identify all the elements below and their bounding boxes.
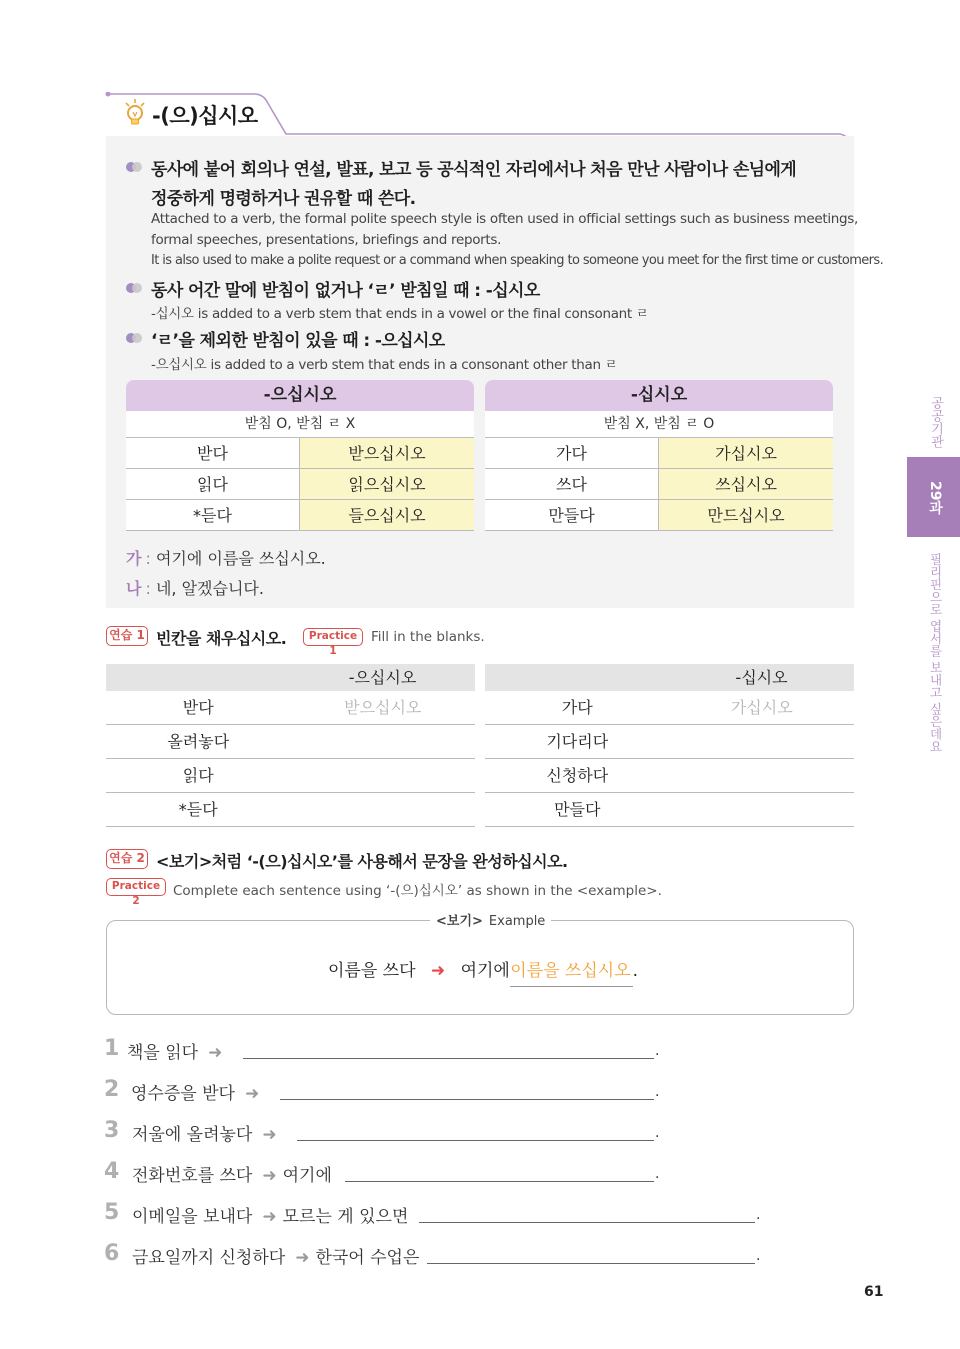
table-row	[126, 438, 474, 469]
exercise-number: 1	[104, 1036, 120, 1061]
example-sentence	[328, 956, 638, 981]
arrow-right-icon: ➜	[262, 1207, 277, 1227]
period: .	[655, 1084, 660, 1100]
page-number: 61	[864, 1284, 884, 1300]
answer-blank[interactable]	[280, 1099, 654, 1100]
side-tab-active[interactable]	[907, 457, 960, 537]
conjugated-cell: 들으십시오	[300, 500, 474, 530]
explanation-3-kor: ‘ㄹ’을 제외한 받침이 있을 때 : -으십시오	[151, 331, 445, 351]
answer-cell[interactable]	[670, 759, 855, 792]
answer-blank[interactable]	[427, 1263, 755, 1264]
bullet-icon	[126, 333, 144, 343]
prompt-text: 영수증을 받다	[131, 1084, 235, 1104]
period: .	[655, 1125, 660, 1141]
dialogue-text: 여기에 이름을 쓰십시오.	[155, 549, 326, 568]
verb-cell: 만들다	[554, 800, 601, 819]
verb-cell: 기다리다	[546, 732, 609, 751]
example-prefix: 여기에	[460, 961, 510, 981]
conjugated-cell: 받으십시오	[300, 438, 474, 468]
example-answer: 이름을 쓰십시오	[510, 961, 632, 987]
table-row	[485, 500, 833, 531]
arrow-right-icon: ➜	[295, 1248, 310, 1268]
practice-1-eng: Fill in the blanks.	[371, 629, 485, 645]
period: .	[655, 1043, 660, 1059]
arrow-right-icon: ➜	[262, 1125, 277, 1145]
prompt-text: 전화번호를 쓰다	[132, 1166, 253, 1186]
dialogue-text: 네, 알겠습니다.	[155, 579, 264, 598]
practice-2-badge: 연습 2	[106, 849, 148, 869]
example-period: .	[632, 961, 639, 981]
conjugated-cell: 쓰십시오	[659, 469, 833, 499]
practice-1-table-left	[106, 664, 475, 827]
table-row	[106, 793, 475, 827]
side-tab-category[interactable]: 공공기관	[928, 396, 943, 448]
verb-cell: 가다	[561, 698, 593, 717]
answer-cell[interactable]	[291, 793, 476, 826]
conjugation-table-sipsio	[485, 380, 833, 531]
table-header	[485, 664, 854, 691]
verb-cell: 쓰다	[485, 469, 659, 499]
explanation-1-kor-2: 정중하게 명령하거나 권유할 때 쓴다.	[151, 189, 416, 209]
table-subheader: 받침 O, 받침 ㄹ X	[126, 411, 474, 438]
speaker-label: 가	[126, 549, 142, 568]
verb-cell: 신청하다	[546, 766, 609, 785]
side-tab-lesson-title[interactable]: 필리핀으로 엽서를 보내고 싶은데요	[928, 553, 943, 753]
verb-cell: *듣다	[178, 800, 218, 819]
dialogue-line: 나 : 네, 알겠습니다.	[126, 579, 264, 598]
explanation-1-eng-2: formal speeches, presentations, briefings and reports.	[151, 232, 502, 248]
prompt-text: 책을 읽다	[127, 1043, 199, 1063]
period: .	[655, 1166, 660, 1182]
arrow-right-icon: ➜	[208, 1043, 223, 1063]
table-row	[485, 691, 854, 725]
explanation-2-eng: -십시오 is added to a verb stem that ends in a vowel or the final consonant ㄹ	[151, 306, 649, 322]
exercise-prompt	[131, 1079, 265, 1104]
practice-1-eng-badge: Practice 1	[303, 628, 363, 646]
table-row	[485, 469, 833, 500]
verb-cell: 올려놓다	[167, 732, 230, 751]
dialogue-line: 가 : 여기에 이름을 쓰십시오.	[126, 549, 326, 568]
table-row	[485, 793, 854, 827]
verb-cell: 받다	[182, 698, 214, 717]
speaker-label: 나	[126, 579, 142, 598]
example-label-eng: Example	[488, 914, 546, 929]
table-header: -십시오	[485, 380, 833, 411]
prompt-text: 금요일까지 신청하다	[132, 1248, 286, 1268]
example-label-kor: <보기>	[436, 914, 483, 929]
arrow-right-icon: ➜	[262, 1166, 277, 1186]
table-header: -으십시오	[126, 380, 474, 411]
table-row	[106, 759, 475, 793]
practice-2-eng-badge: Practice 2	[106, 878, 166, 896]
verb-cell: 읽다	[182, 766, 214, 785]
period: .	[756, 1248, 761, 1264]
side-tab-active-label: 29과	[927, 481, 943, 515]
verb-cell: 받다	[126, 438, 300, 468]
exercise-number: 3	[104, 1118, 120, 1143]
practice-2-title: <보기>처럼 ‘-(으)십시오’를 사용해서 문장을 완성하십시오.	[156, 852, 568, 871]
table-subheader: 받침 X, 받침 ㄹ O	[485, 411, 833, 438]
answer-blank[interactable]	[297, 1140, 654, 1141]
exercise-number: 2	[104, 1077, 120, 1102]
prompt-prefix: 모르는 게 있으면	[282, 1207, 409, 1227]
practice-2-eng: Complete each sentence using ‘-(으)십시오’ as shown in the <example>.	[173, 883, 662, 899]
exercise-number: 4	[104, 1159, 120, 1184]
answer-cell[interactable]	[670, 725, 855, 758]
answer-cell[interactable]	[670, 793, 855, 826]
exercise-prompt	[132, 1161, 332, 1186]
explanation-3-eng: -으십시오 is added to a verb stem that ends in a consonant other than ㄹ	[151, 357, 618, 373]
verb-cell: *듣다	[126, 500, 300, 530]
explanation-1-eng-1: Attached to a verb, the formal polite speech style is often used in official settings such as business meetings,	[151, 211, 859, 227]
exercise-prompt	[132, 1243, 419, 1268]
period: .	[756, 1207, 761, 1223]
table-row	[106, 691, 475, 725]
lightbulb-icon	[124, 98, 146, 128]
answer-blank[interactable]	[243, 1058, 654, 1059]
example-answer-cell: 받으십시오	[344, 698, 422, 717]
prompt-prefix: 여기에	[282, 1166, 332, 1186]
arrow-right-icon: ➜	[244, 1084, 260, 1104]
table-row	[106, 725, 475, 759]
explanation-1-kor-1: 동사에 붙어 회의나 연설, 발표, 보고 등 공식적인 자리에서나 처음 만난 사람이나 손님에게	[151, 160, 797, 180]
table-row	[126, 469, 474, 500]
exercise-number: 6	[104, 1241, 120, 1266]
answer-cell[interactable]	[291, 725, 476, 758]
table-header	[106, 664, 475, 691]
prompt-text: 저울에 올려놓다	[132, 1125, 253, 1145]
table-row	[126, 500, 474, 531]
bullet-icon	[126, 283, 144, 293]
example-prompt: 이름을 쓰다	[328, 961, 416, 981]
header-label: -으십시오	[348, 668, 417, 687]
conjugated-cell: 만드십시오	[659, 500, 833, 530]
header-label: -십시오	[735, 668, 788, 687]
grammar-title: -(으)십시오	[152, 104, 258, 128]
arrow-right-icon: ➜	[430, 961, 446, 981]
prompt-text: 이메일을 보내다	[132, 1207, 253, 1227]
bullet-icon	[126, 162, 144, 172]
practice-1-badge: 연습 1	[106, 626, 148, 646]
conjugation-table-eusipsio	[126, 380, 474, 531]
table-row	[485, 438, 833, 469]
exercise-prompt	[132, 1120, 283, 1145]
practice-1-title: 빈칸을 채우십시오.	[156, 629, 287, 648]
practice-1-table-right	[485, 664, 854, 827]
verb-cell: 읽다	[126, 469, 300, 499]
explanation-2-kor: 동사 어간 말에 받침이 없거나 ‘ㄹ’ 받침일 때 : -십시오	[151, 281, 540, 301]
explanation-1-eng-3: It is also used to make a polite request or a command when speaking to someone you meet for the first time or customers.	[151, 253, 884, 268]
example-label	[430, 910, 551, 929]
conjugated-cell: 가십시오	[659, 438, 833, 468]
prompt-prefix: 한국어 수업은	[315, 1248, 420, 1268]
table-row	[485, 759, 854, 793]
answer-cell[interactable]	[291, 759, 476, 792]
verb-cell: 가다	[485, 438, 659, 468]
exercise-prompt	[132, 1202, 408, 1227]
answer-blank[interactable]	[345, 1181, 654, 1182]
table-row	[485, 725, 854, 759]
conjugated-cell: 읽으십시오	[300, 469, 474, 499]
exercise-number: 5	[104, 1200, 120, 1225]
exercise-prompt	[127, 1038, 228, 1063]
answer-blank[interactable]	[419, 1222, 755, 1223]
verb-cell: 만들다	[485, 500, 659, 530]
example-answer-cell: 가십시오	[730, 698, 793, 717]
